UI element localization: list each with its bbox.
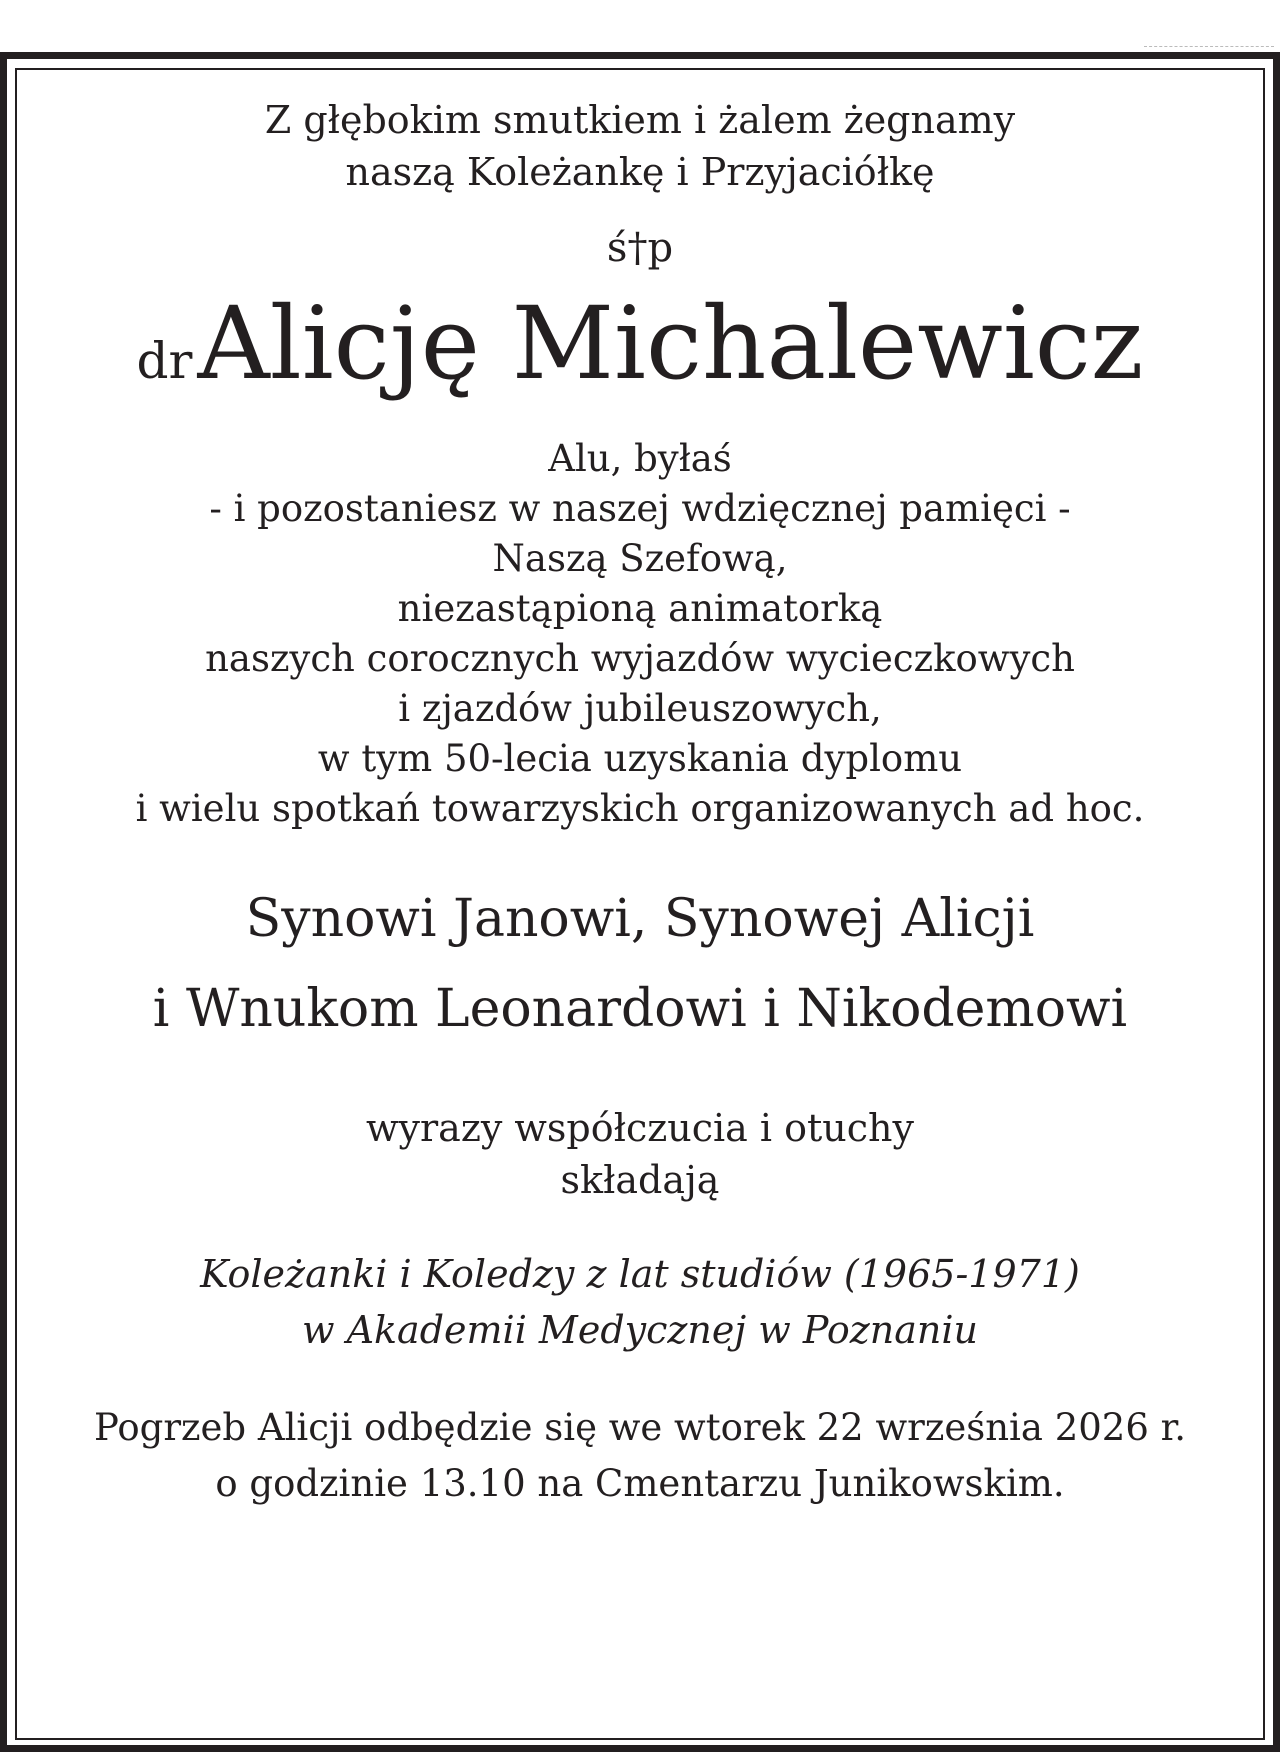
page-edge-dash — [1144, 46, 1274, 47]
obituary-content — [20, 68, 1260, 1512]
tribute-line: niezastąpioną animatorką — [397, 587, 883, 630]
family-recipients — [20, 874, 1260, 1054]
deceased-full-name: Alicję Michalewicz — [197, 285, 1144, 402]
tribute-text — [20, 434, 1260, 834]
funeral-info — [20, 1400, 1260, 1512]
family-line-1: Synowi Janowi, Synowej Alicji — [245, 889, 1035, 949]
tribute-line: Alu, byłaś — [548, 437, 732, 480]
signatories-line-1: Koleżanki i Koledzy z lat studiów (1965-1971) — [200, 1252, 1080, 1296]
signatories — [20, 1246, 1260, 1358]
tribute-line: w tym 50-lecia uzyskania dyplomu — [317, 737, 963, 780]
tribute-line: Naszą Szefową, — [492, 537, 788, 580]
sympathy-text — [20, 1102, 1260, 1206]
deceased-title: dr — [136, 332, 193, 390]
intro-text — [20, 94, 1260, 198]
signatories-line-2: w Akademii Medycznej w Poznaniu — [301, 1308, 979, 1352]
tribute-line: i zjazdów jubileuszowych, — [398, 687, 882, 730]
intro-line-2: naszą Koleżankę i Przyjaciółkę — [345, 150, 935, 194]
sympathy-line-2: składają — [560, 1158, 720, 1202]
funeral-line-1: Pogrzeb Alicji odbędzie się we wtorek 22 września 2026 r. — [93, 1406, 1187, 1449]
sympathy-line-1: wyrazy współczucia i otuchy — [366, 1106, 914, 1150]
funeral-line-2: o godzinie 13.10 na Cmentarzu Junikowskim. — [215, 1462, 1065, 1505]
family-line-2: i Wnukom Leonardowi i Nikodemowi — [152, 979, 1128, 1039]
tribute-line: i wielu spotkań towarzyskich organizowanych ad hoc. — [135, 787, 1145, 830]
deceased-name — [20, 278, 1260, 410]
stp-mark: ś†p — [606, 225, 674, 271]
intro-line-1: Z głębokim smutkiem i żalem żegnamy — [264, 98, 1016, 142]
tribute-line: - i pozostaniesz w naszej wdzięcznej pamięci - — [209, 487, 1071, 530]
tribute-line: naszych corocznych wyjazdów wycieczkowych — [205, 637, 1075, 680]
